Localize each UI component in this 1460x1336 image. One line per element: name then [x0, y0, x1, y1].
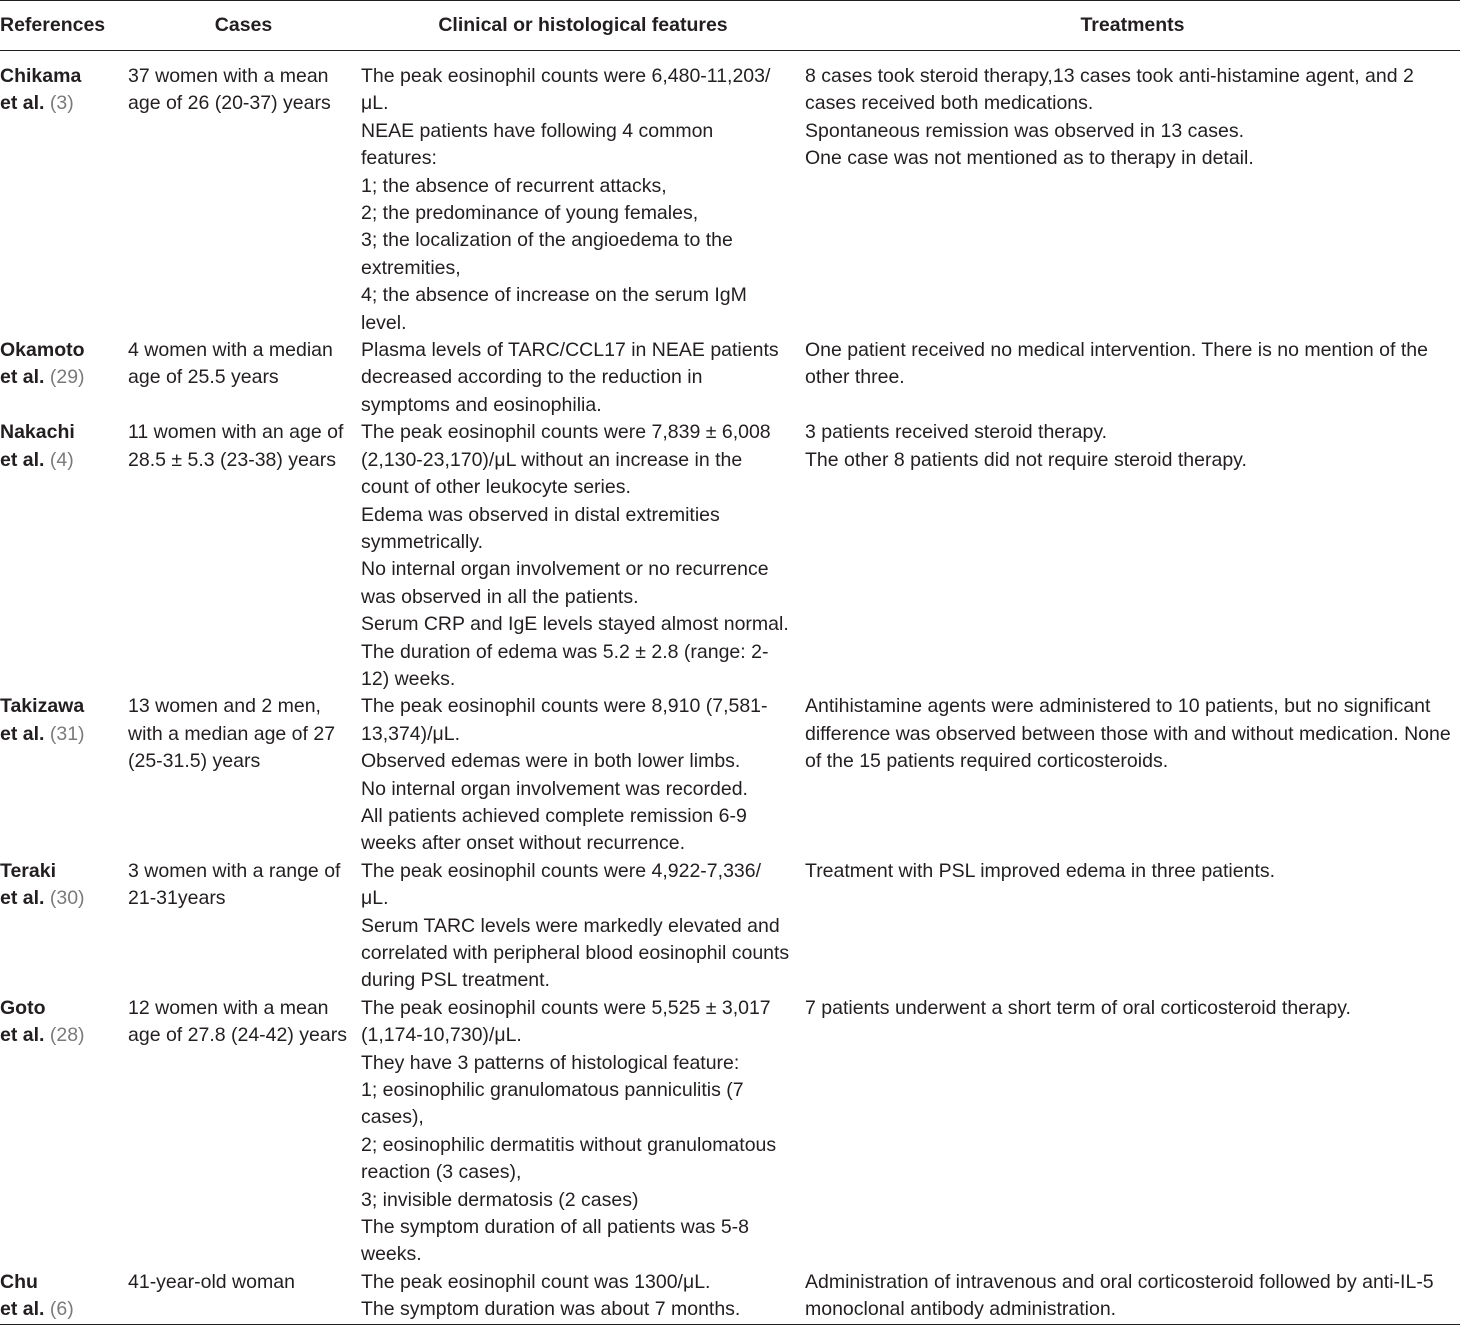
cases-cell: 4 women with a median age of 25.5 years	[128, 339, 333, 389]
treatment-line: 8 cases took steroid therapy,13 cases took anti-histamine agent, and 2 cases received both medications.	[805, 65, 1414, 115]
author-name: Takizawa	[0, 695, 85, 718]
features-cell	[361, 693, 805, 857]
feature-line: No internal organ involvement was recorded.	[361, 777, 748, 800]
feature-line: 1; eosinophilic granulomatous panniculitis (7 cases),	[361, 1079, 744, 1129]
cases-cell: 41-year-old woman	[128, 1270, 295, 1293]
feature-line: The peak eosinophil counts were 4,922-7,336/ μL.	[361, 859, 762, 910]
cases-cell: 11 women with an age of 28.5 ± 5.3 (23-38) years	[128, 421, 344, 471]
feature-line: The duration of edema was 5.2 ± 2.8 (range: 2-12) weeks.	[361, 640, 769, 690]
treatments-cell	[805, 693, 1460, 857]
feature-line: Serum CRP and IgE levels stayed almost normal.	[361, 613, 789, 636]
table-row	[0, 419, 1460, 693]
author-name: Goto	[0, 996, 46, 1019]
reference-cell	[0, 858, 126, 995]
author-name: Nakachi	[0, 421, 75, 444]
treatments-cell	[805, 858, 1460, 995]
treatment-line: The other 8 patients did not require steroid therapy.	[805, 448, 1247, 471]
feature-line: No internal organ involvement or no recurrence was observed in all the patients.	[361, 558, 769, 608]
et-al: et al.	[0, 366, 45, 389]
feature-line: NEAE patients have following 4 common features:	[361, 119, 714, 170]
header-features: Clinical or histological features	[438, 13, 728, 36]
citation-link[interactable]: (30)	[49, 887, 85, 910]
feature-line: 1; the absence of recurrent attacks,	[361, 174, 667, 197]
feature-line: All patients achieved complete remission 6-9 weeks after onset without recurrence.	[361, 804, 747, 855]
cases-cell: 13 women and 2 men, with a median age of 27 (25-31.5) years	[128, 695, 336, 773]
feature-line: Plasma levels of TARC/CCL17 in NEAE patients decreased according to the reduction in symptoms and eosinophilia.	[361, 339, 779, 416]
reference-cell	[0, 337, 126, 419]
author-name: Chikama	[0, 65, 82, 87]
et-al: et al.	[0, 1298, 45, 1321]
feature-line: 4; the absence of increase on the serum IgM level.	[361, 284, 747, 334]
feature-line: 2; eosinophilic dermatitis without granulomatous reaction (3 cases),	[361, 1133, 777, 1184]
citation-link[interactable]: (4)	[49, 448, 74, 471]
features-cell	[361, 51, 805, 338]
features-cell	[361, 995, 805, 1269]
treatment-line: One patient received no medical intervention. There is no mention of the other three.	[805, 339, 1428, 389]
author-name: Teraki	[0, 859, 57, 882]
citation-link[interactable]: (29)	[49, 366, 85, 389]
reference-cell	[0, 51, 126, 338]
feature-line: The peak eosinophil counts were 8,910 (7,581-13,374)/μL.	[361, 695, 768, 745]
table-row	[0, 995, 1460, 1269]
header-row	[0, 1, 1460, 51]
table-row	[0, 51, 1460, 338]
reference-cell	[0, 1269, 126, 1324]
treatments-cell	[805, 51, 1460, 338]
feature-line: Serum TARC levels were markedly elevated and correlated with peripheral blood eosinophil counts during PSL treatment.	[361, 914, 790, 992]
header-treatments: Treatments	[1080, 13, 1185, 36]
feature-line: Observed edemas were in both lower limbs.	[361, 750, 741, 773]
feature-line: 3; invisible dermatosis (2 cases)	[361, 1188, 639, 1211]
features-cell	[361, 858, 805, 995]
citation-link[interactable]: (28)	[49, 1024, 85, 1047]
treatment-line: Spontaneous remission was observed in 13 cases.	[805, 119, 1244, 142]
features-cell	[361, 419, 805, 693]
feature-line: The symptom duration of all patients was 5-8 weeks.	[361, 1216, 750, 1266]
cases-cell: 37 women with a mean age of 26 (20-37) years	[128, 65, 331, 115]
author-name: Okamoto	[0, 339, 85, 362]
treatments-cell	[805, 1269, 1460, 1324]
feature-line: 2; the predominance of young females,	[361, 202, 699, 225]
feature-line: The peak eosinophil count was 1300/μL.	[361, 1270, 711, 1293]
citation-link[interactable]: (31)	[49, 722, 85, 745]
feature-line: They have 3 patterns of histological feature:	[361, 1051, 740, 1074]
reference-cell	[0, 419, 126, 693]
et-al: et al.	[0, 722, 45, 745]
treatments-cell	[805, 995, 1460, 1269]
treatment-line: 7 patients underwent a short term of oral corticosteroid therapy.	[805, 996, 1351, 1019]
cases-cell: 12 women with a mean age of 27.8 (24-42) years	[128, 996, 347, 1047]
features-cell	[361, 1269, 805, 1324]
table-row	[0, 693, 1460, 857]
treatment-line: Treatment with PSL improved edema in three patients.	[805, 859, 1276, 882]
et-al: et al.	[0, 887, 45, 910]
feature-line: The peak eosinophil counts were 6,480-11,203/ μL.	[361, 65, 771, 115]
citation-link[interactable]: (6)	[49, 1298, 74, 1321]
et-al: et al.	[0, 1024, 45, 1047]
cases-cell: 3 women with a range of 21-31years	[128, 859, 341, 910]
feature-line: The symptom duration was about 7 months.	[361, 1298, 741, 1321]
reference-cell	[0, 995, 126, 1269]
treatments-cell	[805, 419, 1460, 693]
feature-line: 3; the localization of the angioedema to the extremities,	[361, 229, 733, 279]
feature-line: The peak eosinophil counts were 7,839 ± 6,008 (2,130-23,170)/μL without an increase in the count of other leukocyte series.	[361, 421, 771, 499]
treatments-cell	[805, 337, 1460, 419]
treatment-line: Antihistamine agents were administered to 10 patients, but no significant difference was observed between those with and without medication. None of the 15 patients required corticosteroids.	[805, 695, 1451, 773]
table-row	[0, 337, 1460, 419]
citation-link[interactable]: (3)	[49, 92, 74, 115]
et-al: et al.	[0, 448, 45, 471]
feature-line: The peak eosinophil counts were 5,525 ± 3,017 (1,174-10,730)/μL.	[361, 996, 771, 1047]
treatment-line: 3 patients received steroid therapy.	[805, 421, 1108, 444]
feature-line: Edema was observed in distal extremities symmetrically.	[361, 503, 720, 553]
author-name: Chu	[0, 1270, 38, 1293]
table-row	[0, 858, 1460, 995]
header-references: References	[0, 13, 106, 36]
features-cell	[361, 337, 805, 419]
et-al: et al.	[0, 92, 45, 115]
treatment-line: Administration of intravenous and oral corticosteroid followed by anti-IL-5 monoclonal antibody administration.	[805, 1270, 1434, 1321]
table-row	[0, 1269, 1460, 1324]
header-cases: Cases	[214, 13, 273, 36]
reference-cell	[0, 693, 126, 857]
treatment-line: One case was not mentioned as to therapy in detail.	[805, 147, 1254, 170]
